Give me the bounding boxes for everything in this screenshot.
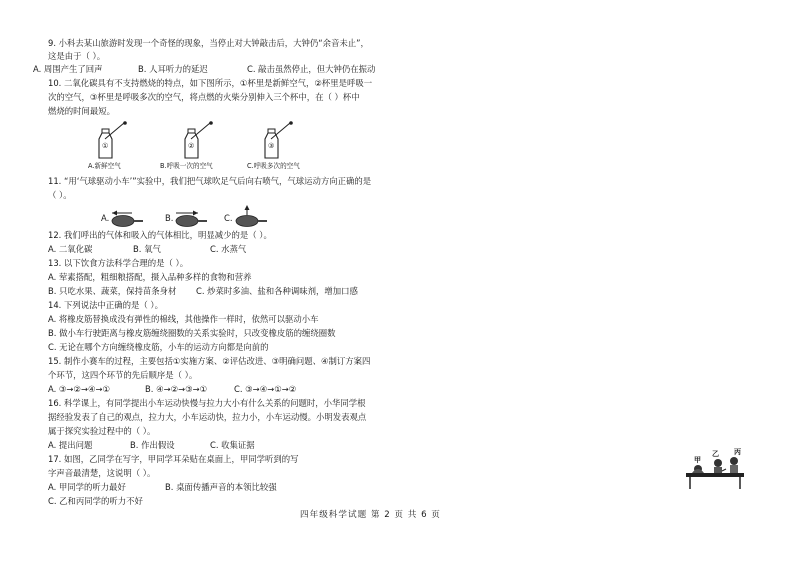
q15-stem-line1: 15. 制作小赛车的过程，主要包括①实施方案、②评估改进、③明确问题、④制订方案四: [48, 356, 371, 366]
bottle-many-breaths-air: [264, 121, 294, 159]
bottle-number-3: ③: [268, 142, 275, 150]
q16-stem-line2: 据经验发表了自己的观点，拉力大，小车运动快，拉力小，小车运动慢。小明发表观点: [48, 412, 367, 422]
q10-stem-line3: 燃烧的时间最短。: [48, 106, 115, 116]
page-footer: 四年级科学试题 第 2 页 共 6 页: [300, 510, 441, 520]
bottle-number-1: ①: [102, 142, 109, 150]
q10-stem-line2: 次的空气，③杯里是呼吸多次的空气，将点燃的火柴分别伸入三个杯中，在（ ）杯中: [48, 92, 360, 102]
q12-option-b[interactable]: B. 氧气: [133, 244, 161, 254]
q14-option-b[interactable]: B. 做小车行驶距离与橡皮筋缠绕圈数的关系实验时，只改变橡皮筋的缠绕圈数: [48, 328, 336, 338]
figure-label-yi: 乙: [712, 450, 719, 458]
q16-stem-line1: 16. 科学课上，有同学提出小车运动快慢与拉力大小有什么关系的问题时，小华同学根: [48, 398, 366, 408]
q15-stem-line2: 个环节，这四个环节的先后顺序是（ ）。: [48, 370, 198, 380]
q16-stem-line3: 属于探究实验过程中的（ ）。: [48, 426, 156, 436]
bottle-caption-a: A.新鲜空气: [88, 162, 121, 170]
q16-option-a[interactable]: A. 提出问题: [48, 440, 93, 450]
q11-option-b[interactable]: B.: [165, 213, 174, 223]
q12-stem: 12. 我们呼出的气体和吸入的气体相比，明显减少的是（ ）。: [48, 230, 272, 240]
q13-option-b[interactable]: B. 只吃水果、蔬菜，保持苗条身材: [48, 286, 177, 296]
bottle-number-2: ②: [188, 142, 195, 150]
q16-option-b[interactable]: B. 作出假设: [130, 440, 175, 450]
q11-option-a[interactable]: A.: [101, 213, 110, 223]
bottle-fresh-air: [98, 121, 128, 159]
q17-stem-line2: 字声音最清楚，这说明（ ）。: [48, 468, 156, 478]
q13-option-a[interactable]: A. 荤素搭配，粗细粮搭配，摄入品种多样的食物和营养: [48, 272, 252, 282]
q15-option-a[interactable]: A. ③→②→④→①: [48, 384, 110, 394]
q17-option-c[interactable]: C. 乙和丙同学的听力不好: [48, 496, 143, 506]
q15-option-b[interactable]: B. ④→②→③→①: [145, 384, 208, 394]
q11-option-c[interactable]: C.: [224, 213, 233, 223]
q13-stem: 13. 以下饮食方法科学合理的是（ ）。: [48, 258, 189, 268]
q17-stem-line1: 17. 如图，乙同学在写字，甲同学耳朵贴在桌面上，甲同学听到的写: [48, 454, 299, 464]
q10-stem-line1: 10. 二氧化碳具有不支持燃烧的特点，如下图所示，①杯里是新鲜空气，②杯里是呼吸一: [48, 78, 373, 88]
q14-option-c[interactable]: C. 无论在哪个方向缠绕橡皮筋，小车的运动方向都是向前的: [48, 342, 269, 352]
q17-option-a[interactable]: A. 甲同学的听力最好: [48, 482, 126, 492]
q9-stem-line1: 9. 小科去某山旅游时发现一个奇怪的现象，当停止对大钟敲击后，大钟仍“余音未止”，: [48, 38, 369, 48]
q9-stem-line2: 这是由于（ ）。: [48, 51, 106, 61]
q9-option-a[interactable]: A. 周围产生了回声: [33, 64, 103, 74]
q11-stem-line2: （ ）。: [48, 190, 72, 200]
q14-option-a[interactable]: A. 将橡皮筋替换成没有弹性的棉线，其他操作一样时，依然可以驱动小车: [48, 314, 319, 324]
figure-label-jia: 甲: [694, 456, 701, 464]
q12-option-c[interactable]: C. 水蒸气: [210, 244, 247, 254]
q16-option-c[interactable]: C. 收集证据: [210, 440, 255, 450]
bottle-one-breath-air: [184, 121, 214, 159]
q9-option-c[interactable]: C. 敲击虽然停止，但大钟仍在振动: [247, 64, 376, 74]
q13-option-c[interactable]: C. 炒菜时多油、盐和各种调味剂，增加口感: [196, 286, 358, 296]
balloon-arrow-up-icon: [233, 204, 269, 232]
q15-option-c[interactable]: C. ③→④→①→②: [234, 384, 297, 394]
students-at-table-illustration: [684, 448, 746, 491]
q12-option-a[interactable]: A. 二氧化碳: [48, 244, 93, 254]
q14-stem: 14. 下列说法中正确的是（ ）。: [48, 300, 163, 310]
bottle-caption-b: B.呼吸一次的空气: [160, 162, 213, 170]
q9-option-b[interactable]: B. 人耳听力的延迟: [138, 64, 208, 74]
q17-option-b[interactable]: B. 桌面传播声音的本领比较强: [165, 482, 277, 492]
figure-label-bing: 丙: [734, 448, 741, 456]
bottle-caption-c: C.呼吸多次的空气: [247, 162, 300, 170]
q11-stem-line1: 11. “用‘气球驱动小车’”实验中，我们把气球吹足气后向右喷气，气球运动方向正确的是: [48, 176, 372, 186]
